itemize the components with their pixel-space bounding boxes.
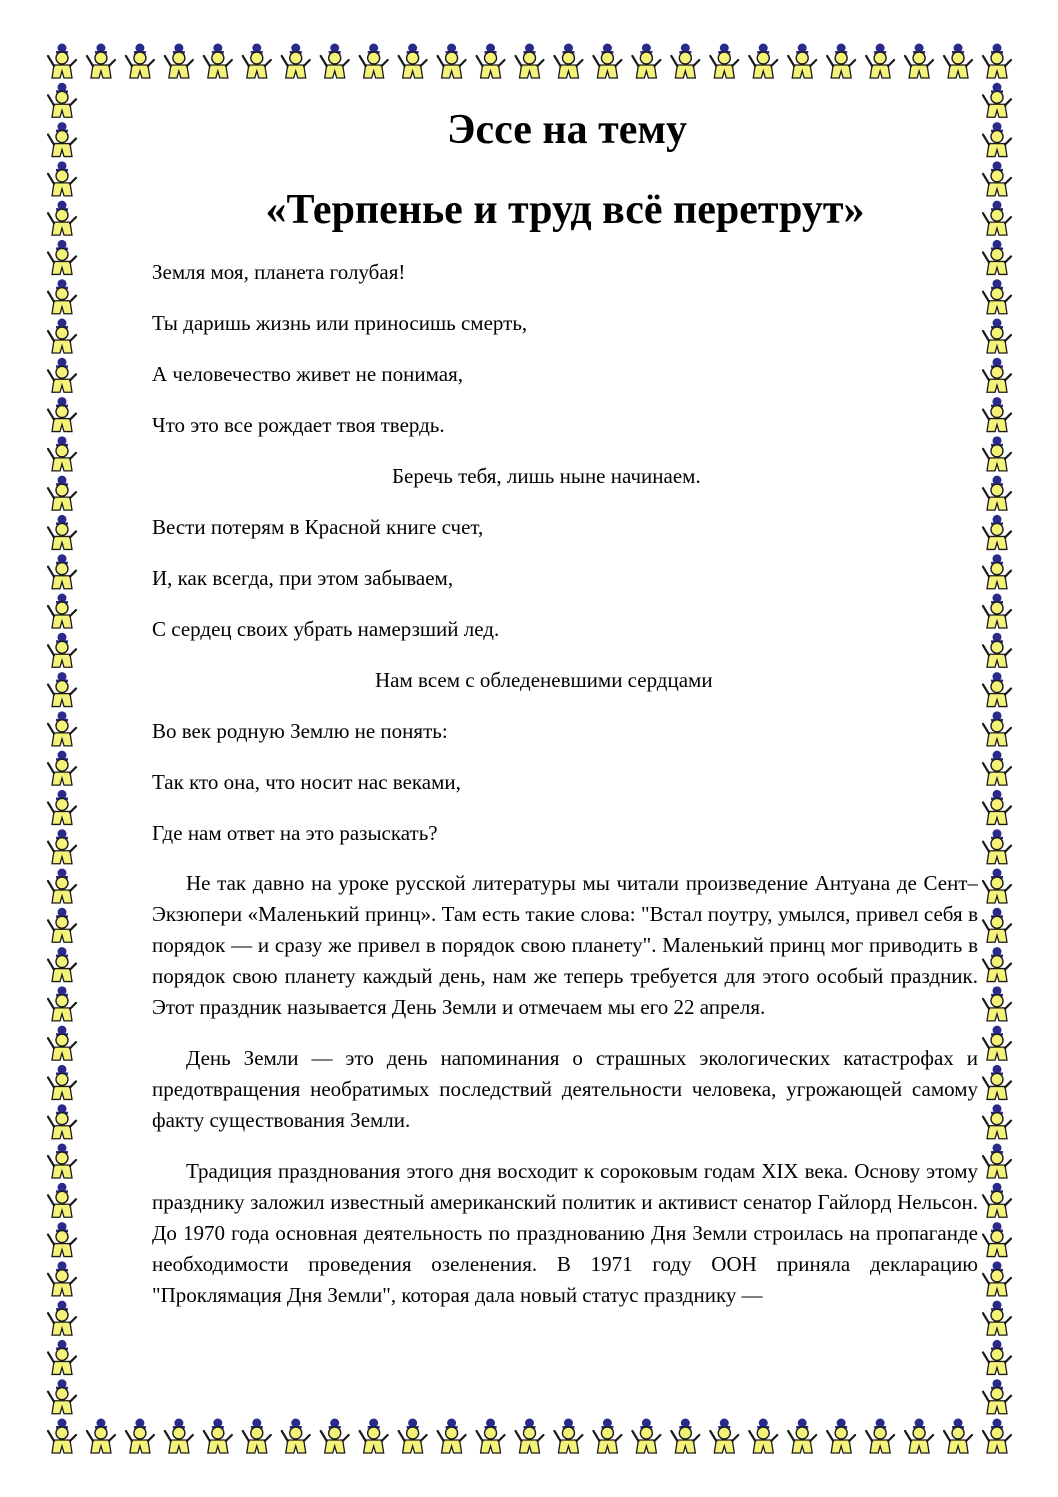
yellow-figure-icon [48, 554, 76, 589]
poem-line: А человечество живет не понимая, [152, 362, 463, 386]
yellow-figure-icon [360, 44, 388, 79]
yellow-figure-icon [48, 1261, 76, 1296]
yellow-figure-icon [48, 986, 76, 1021]
yellow-figure-icon [48, 436, 76, 471]
yellow-figure-icon [48, 1144, 76, 1179]
yellow-figure-icon [983, 476, 1011, 511]
yellow-figure-icon [983, 1065, 1011, 1100]
yellow-figure-icon [321, 44, 349, 79]
yellow-figure-icon [48, 1026, 76, 1061]
yellow-figure-icon [282, 44, 310, 79]
yellow-figure-icon [983, 829, 1011, 864]
yellow-figure-icon [983, 1301, 1011, 1336]
yellow-figure-icon [866, 44, 894, 79]
yellow-figure-icon [48, 947, 76, 982]
poem-line: С сердец своих убрать намерзший лед. [152, 617, 500, 641]
yellow-figure-icon [438, 1419, 466, 1454]
yellow-figure-icon [438, 44, 466, 79]
yellow-figure-icon [48, 476, 76, 511]
yellow-figure-icon [243, 1419, 271, 1454]
yellow-figure-icon [204, 44, 232, 79]
paragraph: Не так давно на уроке русской литературы мы читали произведение Антуана де Сент–Экзюпери «Маленький принц». Там есть такие слова: "Встал поутру, умылся, привел себя в порядок — и сразу же привел в порядок свою планету". Маленький принц мог приводить в порядок свою планету каждый день, нам же теперь требуется для этого особый праздник. Этот праздник называется День Земли и отмечаем мы его 22 апреля. [152, 871, 978, 1019]
poem [152, 254, 982, 866]
yellow-figure-icon [983, 790, 1011, 825]
yellow-figure-icon [983, 711, 1011, 746]
yellow-figure-icon [321, 1419, 349, 1454]
poem-line: Где нам ответ на это разыскать? [152, 821, 438, 845]
yellow-figure-icon [87, 44, 115, 79]
yellow-figure-icon [48, 319, 76, 354]
yellow-figure-icon [983, 279, 1011, 314]
title-line-2: «Терпенье и труд всё перетрут» [265, 187, 865, 233]
yellow-figure-icon [905, 44, 933, 79]
yellow-figure-icon [983, 672, 1011, 707]
yellow-figure-icon [48, 672, 76, 707]
yellow-figure-icon [983, 554, 1011, 589]
yellow-figure-icon [983, 515, 1011, 550]
yellow-figure-icon [48, 240, 76, 275]
yellow-figure-icon [399, 1419, 427, 1454]
yellow-figure-icon [554, 44, 582, 79]
yellow-figure-icon [983, 319, 1011, 354]
poem-line: Нам всем с обледеневшими сердцами [375, 668, 713, 692]
yellow-figure-icon [126, 44, 154, 79]
yellow-figure-icon [243, 44, 271, 79]
yellow-figure-icon [48, 515, 76, 550]
poem-line: И, как всегда, при этом забываем, [152, 566, 454, 590]
yellow-figure-icon [126, 1419, 154, 1454]
poem-line: Во век родную Землю не понять: [152, 719, 448, 743]
yellow-figure-icon [983, 633, 1011, 668]
yellow-figure-icon [48, 1340, 76, 1375]
yellow-figure-icon [48, 1065, 76, 1100]
poem-line: Что это все рождает твоя твердь. [152, 413, 445, 437]
yellow-figure-icon [87, 1419, 115, 1454]
yellow-figure-icon [827, 44, 855, 79]
yellow-figure-icon [48, 358, 76, 393]
yellow-figure-icon [48, 44, 76, 79]
yellow-figure-icon [516, 44, 544, 79]
yellow-figure-icon [516, 1419, 544, 1454]
poem-line: Вести потерям в Красной книге счет, [152, 515, 484, 539]
yellow-figure-icon [983, 1104, 1011, 1139]
yellow-figure-icon [866, 1419, 894, 1454]
yellow-figure-icon [48, 908, 76, 943]
yellow-figure-icon [477, 44, 505, 79]
yellow-figure-icon [983, 594, 1011, 629]
yellow-figure-icon [671, 44, 699, 79]
yellow-figure-icon [165, 44, 193, 79]
yellow-figure-icon [360, 1419, 388, 1454]
poem-line: Так кто она, что носит нас веками, [152, 770, 461, 794]
yellow-figure-icon [944, 44, 972, 79]
yellow-figure-icon [48, 1222, 76, 1257]
yellow-figure-icon [204, 1419, 232, 1454]
yellow-figure-icon [749, 44, 777, 79]
yellow-figure-icon [983, 1222, 1011, 1257]
yellow-figure-icon [983, 240, 1011, 275]
yellow-figure-icon [710, 1419, 738, 1454]
yellow-figure-icon [983, 869, 1011, 904]
poem-line: Земля моя, планета голубая! [152, 260, 406, 284]
yellow-figure-icon [593, 1419, 621, 1454]
yellow-figure-icon [399, 44, 427, 79]
yellow-figure-icon [632, 44, 660, 79]
yellow-figure-icon [632, 1419, 660, 1454]
yellow-figure-icon [905, 1419, 933, 1454]
yellow-figure-icon [477, 1419, 505, 1454]
paragraph: Традиция празднования этого дня восходит к сороковым годам XIX века. Основу этому празднику заложил известный американский политик и активист сенатор Гайлорд Нельсон. До 1970 года основная деятельность по празднованию Дня Земли строилась на пропаганде необходимости проведения озеленения. В 1971 году ООН приняла декларацию "Проклямация Дня Земли", которая дала новый статус празднику — [152, 1159, 978, 1307]
yellow-figure-icon [710, 44, 738, 79]
yellow-figure-icon [48, 1379, 76, 1414]
yellow-figure-icon [48, 633, 76, 668]
yellow-figure-icon [983, 1261, 1011, 1296]
yellow-figure-icon [48, 594, 76, 629]
yellow-figure-icon [983, 751, 1011, 786]
yellow-figure-icon [983, 358, 1011, 393]
yellow-figure-icon [983, 397, 1011, 432]
yellow-figure-icon [593, 44, 621, 79]
yellow-figure-icon [48, 1104, 76, 1139]
yellow-figure-icon [48, 1419, 76, 1454]
yellow-figure-icon [48, 790, 76, 825]
poem-line: Беречь тебя, лишь ныне начинаем. [392, 464, 701, 488]
yellow-figure-icon [165, 1419, 193, 1454]
yellow-figure-icon [48, 829, 76, 864]
yellow-figure-icon [671, 1419, 699, 1454]
yellow-figure-icon [983, 1026, 1011, 1061]
yellow-figure-icon [983, 1379, 1011, 1414]
yellow-figure-icon [48, 397, 76, 432]
yellow-figure-icon [983, 1144, 1011, 1179]
yellow-figure-icon [983, 908, 1011, 943]
yellow-figure-icon [983, 44, 1011, 79]
yellow-figure-icon [983, 947, 1011, 982]
yellow-figure-icon [983, 1183, 1011, 1218]
yellow-figure-icon [48, 1183, 76, 1218]
yellow-figure-icon [983, 436, 1011, 471]
yellow-figure-icon [48, 751, 76, 786]
yellow-figure-icon [554, 1419, 582, 1454]
yellow-figure-icon [983, 986, 1011, 1021]
poem-line: Ты даришь жизнь или приносишь смерть, [152, 311, 528, 335]
yellow-figure-icon [48, 279, 76, 314]
yellow-figure-icon [282, 1419, 310, 1454]
yellow-figure-icon [48, 711, 76, 746]
yellow-figure-icon [749, 1419, 777, 1454]
yellow-figure-icon [788, 1419, 816, 1454]
title-line-1: Эссе на тему [446, 107, 687, 153]
essay-body [152, 868, 978, 1398]
yellow-figure-icon [788, 44, 816, 79]
paragraph: День Земли — это день напоминания о страшных экологических катастрофах и предотвращения необратимых последствий деятельности человека, угрожающей самому факту существования Земли. [152, 1046, 978, 1132]
yellow-figure-icon [48, 1301, 76, 1336]
yellow-figure-icon [827, 1419, 855, 1454]
yellow-figure-icon [983, 1340, 1011, 1375]
yellow-figure-icon [983, 1419, 1011, 1454]
yellow-figure-icon [48, 869, 76, 904]
yellow-figure-icon [944, 1419, 972, 1454]
